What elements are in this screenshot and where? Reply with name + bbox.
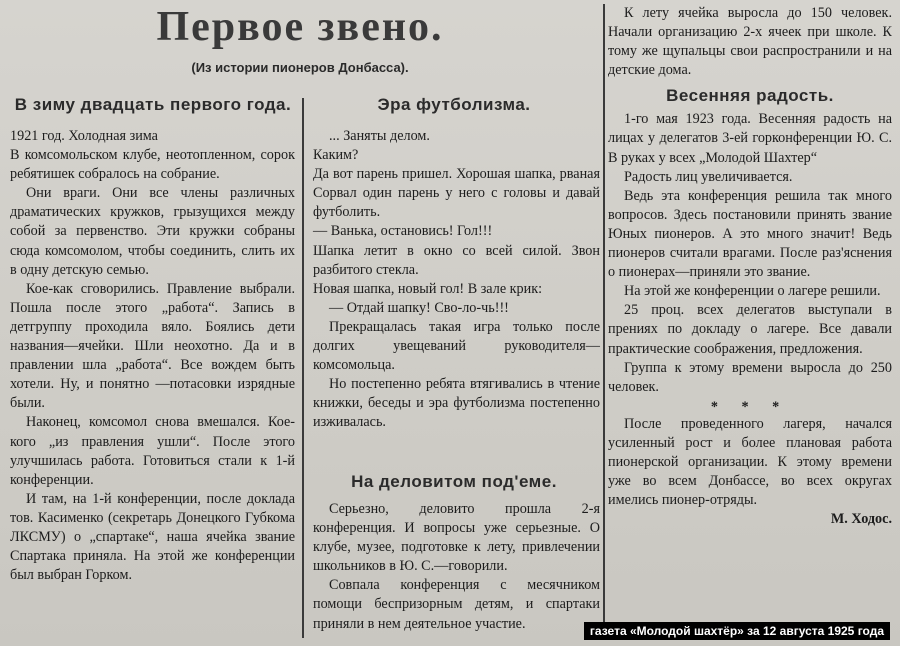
section-title: Эра футболизма. xyxy=(377,95,531,114)
section-title: На деловитом под'еме. xyxy=(351,472,557,491)
paragraph: ... Заняты делом. xyxy=(329,128,430,144)
source-caption: газета «Молодой шахтёр» за 12 августа 1925 года xyxy=(584,622,890,640)
column-rule-left xyxy=(302,98,304,638)
article-column-3 xyxy=(608,4,892,529)
paragraph: — Отдай шапку! Сво-ло-чь!!! xyxy=(329,299,509,316)
section-divider: * * * xyxy=(710,398,790,415)
author-signature: М. Ходос. xyxy=(830,511,892,528)
paragraph: Шапка летит в окно со всей силой. Звон разбитого стекла. xyxy=(313,242,600,278)
paragraph: Серьезно, деловито прошла 2-я конференция. И вопросы уже серьезные. О клубе, музее, подготовке к лету, привлечении школьников в Ю. С.—говорили. xyxy=(313,501,600,575)
paragraph: Новая шапка, новый гол! В зале крик: xyxy=(313,280,543,297)
paragraph: Они враги. Они все члены различных драматических кружков, грызущихся между собой за первенство. Эти кружки собраны сюда комсомолом, чтобы соединить, слить их в одну детскую семью. xyxy=(10,185,295,278)
subheadline: (Из истории пионеров Донбасса). xyxy=(191,60,409,75)
article-column-1 xyxy=(10,127,295,585)
column-rule-right xyxy=(603,4,605,638)
paragraph: Группа к этому времени выросла до 250 человек. xyxy=(608,359,892,395)
paragraph: 1-го мая 1923 года. Весенняя радость на лицах у делегатов 3-ей горконференции Ю. С. В руках у всех „Молодой Шахтер“ xyxy=(608,111,892,166)
paragraph: Ведь эта конференция решила так много вопросов. Здесь постановили принять звание Юных пионеров. А это много значит! Ведь пионеров считали врагами. После раз'яснения о пионерах—приняли это звание. xyxy=(608,187,892,281)
paragraph: Кое-как сговорились. Правление выбрали. Пошла после этого „работа“. Запись в детгруппу проходила вяло. Боялись дети названия—ячейки. Шли неохотно. Да и в правлении шла „работа“. Все вождем быть хотели. Ну, и понятно —потасовки изрядные были. xyxy=(10,280,295,412)
section-title: В зиму двадцать первого года. xyxy=(14,95,292,114)
article-column-2 xyxy=(313,127,600,433)
paragraph: В комсомольском клубе, неотопленном, сорок ребятишек собралось на собрание. xyxy=(10,147,295,183)
section-title: Весенняя радость. xyxy=(666,86,834,106)
paragraph: 25 проц. всех делегатов выступали в прениях по докладу о лагере. Все давали практические соображения, предложения. xyxy=(608,302,892,357)
paragraph: И там, на 1-й конференции, после доклада тов. Касименко (секретарь Донецкого Губкома ЛКСМУ) о „спартаке“, наша ячейка звание Спартака приняла. На этой же конференции был выбран Горком. xyxy=(10,490,295,584)
paragraph: Прекращалась такая игра только после долгих увещеваний руководителя—комсомольца. xyxy=(313,318,600,374)
paragraph: На этой же конференции о лагере решили. xyxy=(624,283,881,300)
article-column-2-bottom xyxy=(313,500,600,634)
paragraph: Но постепенно ребята втягивались в чтение книжки, беседы и эра футболизма постепенно изживалась. xyxy=(313,376,600,431)
paragraph: Да вот парень пришел. Хорошая шапка, рваная Сорвал один парень у него с головы и давай футболить. xyxy=(313,166,600,221)
paragraph: Каким? xyxy=(313,147,359,164)
paragraph: 1921 год. Холодная зима xyxy=(10,128,158,144)
paragraph: Наконец, комсомол снова вмешался. Кое-кого „из правления ушли“. После этого улучшилась работа. Готовиться стали к 1-й конференции. xyxy=(10,414,295,488)
paragraph: Радость лиц увеличивается. xyxy=(624,168,793,185)
paragraph: — Ванька, остановись! Гол!!! xyxy=(313,223,493,240)
headline: Первое звено. xyxy=(156,4,444,50)
paragraph: После проведенного лагеря, начался усиленный рост и более плановая работа пионерской организации. К этому времени уже во всем Донбассе, во всех округах имелись пионер-отряды. xyxy=(608,415,892,509)
paragraph: К лету ячейка выросла до 150 человек. Начали организацию 2-х ячеек при школе. К тому же щупальцы свои распространили и на детские дома. xyxy=(608,5,892,79)
paragraph: Совпала конференция с месячником помощи беспризорным детям, и спартаки приняли в нем деятельное участие. xyxy=(313,577,600,632)
